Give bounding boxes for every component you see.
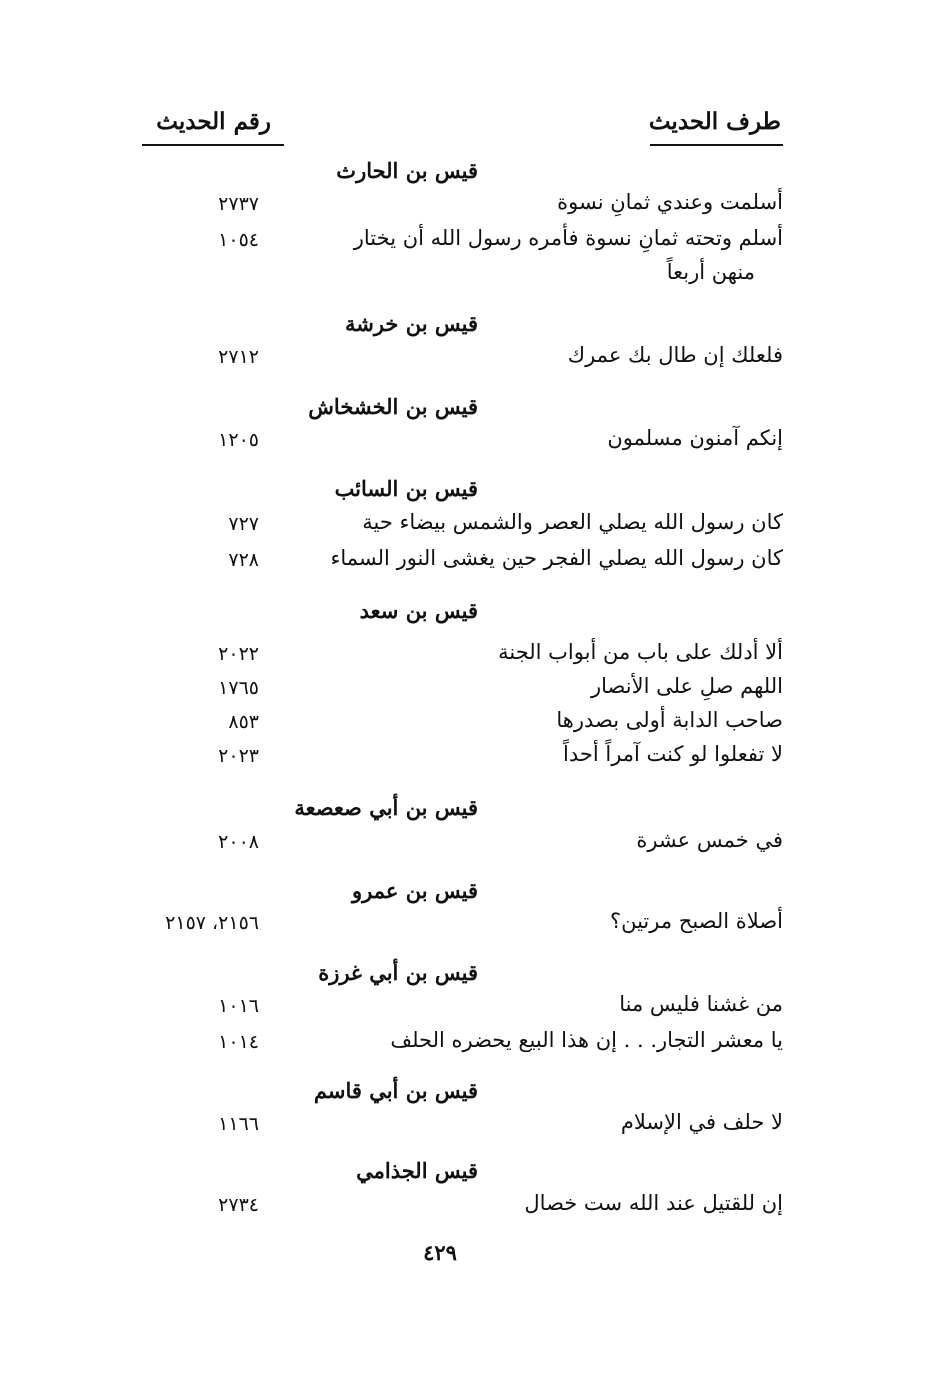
hadith-number: ٢٠٠٨ [218, 831, 259, 853]
hadith-number: ٢٠٢٢ [218, 643, 259, 665]
hadith-number: ٧٢٧ [228, 513, 259, 535]
hadith-number: ٢١٥٦، ٢١٥٧ [165, 912, 259, 934]
narrator-heading: قيس بن سعد [359, 598, 478, 623]
hadith-number: ٢٧٣٤ [218, 1194, 259, 1216]
narrator-heading: قيس بن الحارث [336, 158, 478, 183]
hadith-text: ألا أدلك على باب من أبواب الجنة [498, 640, 783, 664]
hadith-number: ١٢٠٥ [218, 429, 259, 451]
narrator-heading: قيس بن عمرو [352, 878, 478, 903]
header-underline-right [650, 144, 783, 146]
header-underline-left [142, 144, 284, 146]
hadith-text: كان رسول الله يصلي العصر والشمس بيضاء حية [362, 510, 783, 534]
hadith-text: اللهم صلِ على الأنصار [591, 674, 783, 698]
narrator-heading: قيس بن أبي قاسم [313, 1078, 478, 1103]
hadith-number: ٢٠٢٣ [218, 745, 259, 767]
hadith-text-continuation: منهن أربعاً [666, 260, 755, 284]
narrator-heading: قيس بن أبي صعصعة [294, 795, 478, 820]
hadith-number: ١١٦٦ [218, 1113, 259, 1135]
narrator-heading: قيس بن خرشة [344, 311, 478, 336]
hadith-text: أصلاة الصبح مرتين؟ [609, 909, 783, 933]
page-number: ٤٢٩ [423, 1240, 457, 1265]
hadith-number: ١٧٦٥ [218, 677, 259, 699]
hadith-text: كان رسول الله يصلي الفجر حين يغشى النور السماء [330, 546, 783, 570]
narrator-heading: قيس بن السائب [334, 476, 478, 501]
hadith-text: لا حلف في الإسلام [620, 1110, 783, 1134]
narrator-heading: قيس الجذامي [356, 1158, 478, 1183]
narrator-heading: قيس بن الخشخاش [308, 394, 478, 419]
hadith-text: إن للقتيل عند الله ست خصال [524, 1191, 783, 1215]
hadith-text: إنكم آمنون مسلمون [607, 426, 783, 450]
hadith-text: أسلم وتحته ثمانِ نسوة فأمره رسول الله أن يختار [353, 226, 783, 250]
narrator-heading: قيس بن أبي غرزة [318, 960, 478, 985]
hadith-text: يا معشر التجار. . . إن هذا البيع يحضره الحلف [390, 1028, 783, 1052]
hadith-text: من غشنا فليس منا [619, 992, 783, 1016]
hadith-number: ١٠١٦ [218, 995, 259, 1017]
hadith-number: ٧٢٨ [228, 549, 259, 571]
hadith-number: ٢٧١٢ [218, 346, 259, 368]
hadith-text: صاحب الدابة أولى بصدرها [556, 708, 783, 732]
hadith-text: أسلمت وعندي ثمانِ نسوة [557, 190, 783, 214]
hadith-number: ٢٧٣٧ [218, 193, 259, 215]
hadith-number: ٨٥٣ [228, 711, 259, 733]
hadith-number: ١٠٥٤ [218, 229, 259, 251]
column-header-hadith-number: رقم الحديث [156, 108, 271, 135]
column-header-hadith-start: طرف الحديث [648, 108, 781, 135]
hadith-number: ١٠١٤ [218, 1031, 259, 1053]
hadith-text: لا تفعلوا لو كنت آمراً أحداً [563, 742, 783, 766]
hadith-text: فلعلك إن طال بك عمرك [567, 343, 783, 367]
hadith-text: في خمس عشرة [636, 828, 783, 852]
